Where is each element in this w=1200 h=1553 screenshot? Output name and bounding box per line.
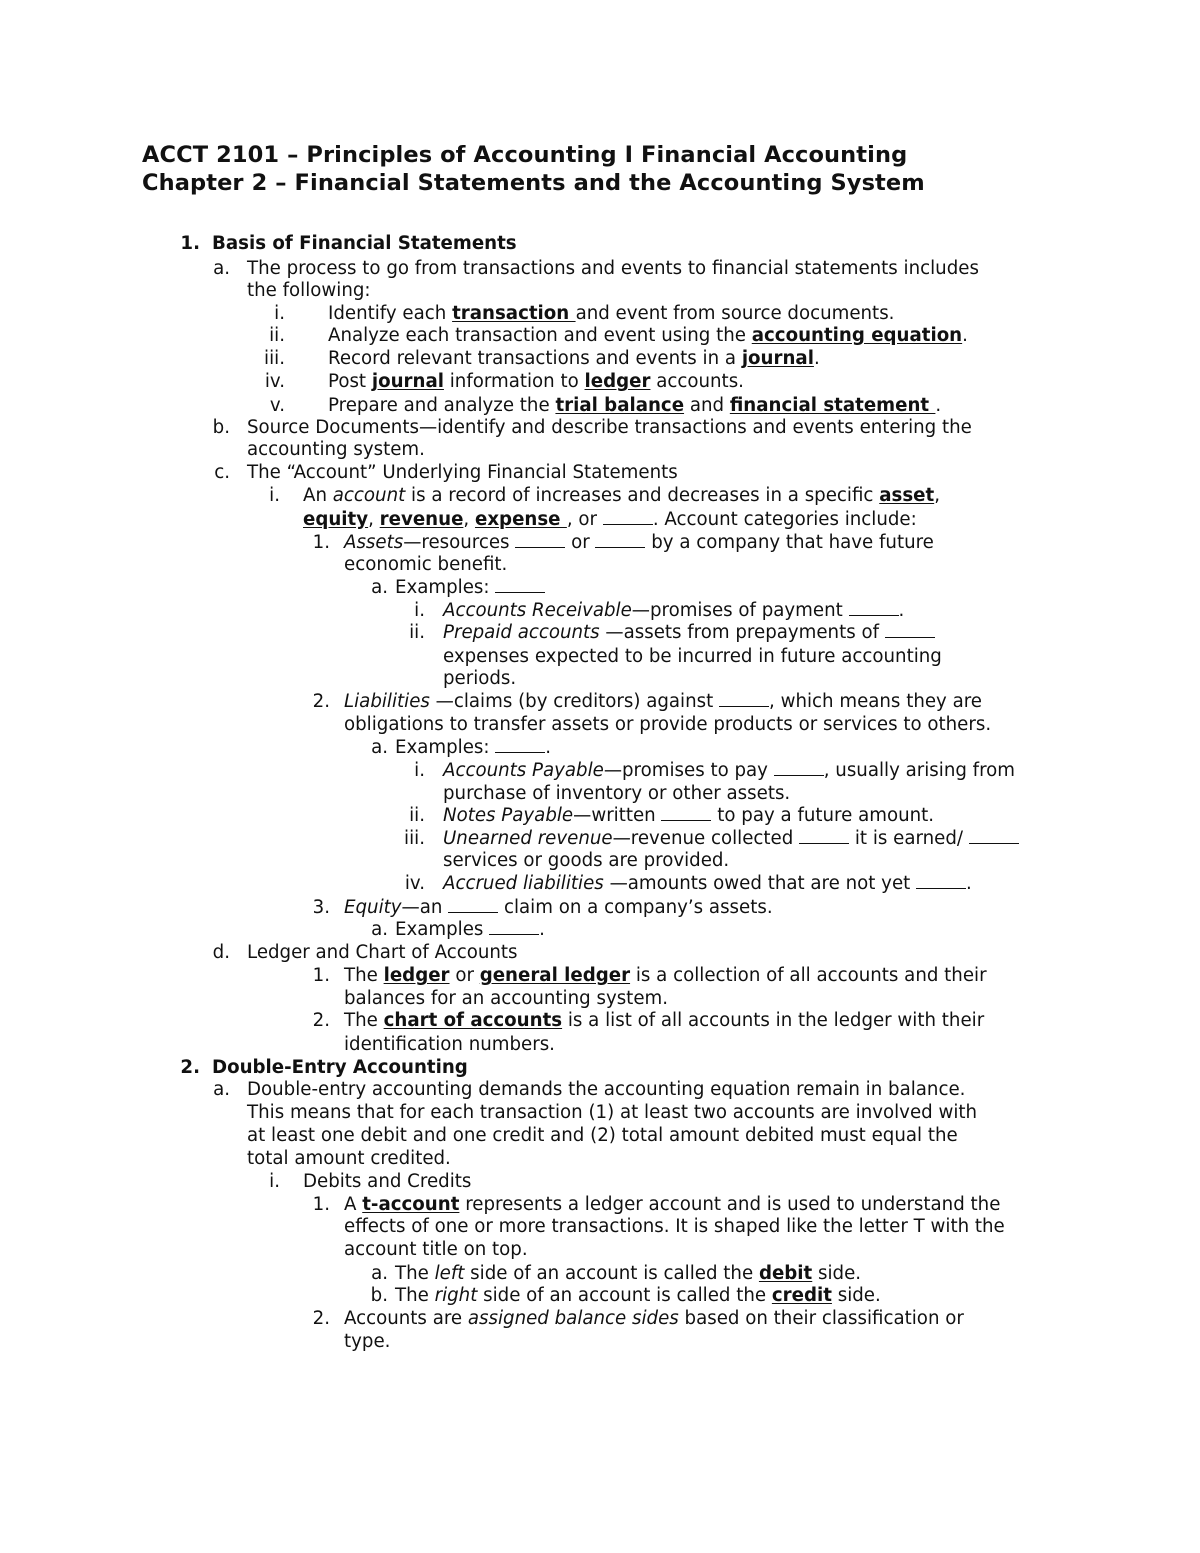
list-item: The left side of an account is called the debit side. [395, 1263, 862, 1284]
list-marker: i. [269, 1171, 280, 1192]
key-term: ledger [383, 965, 450, 986]
key-term: accounting equation [751, 325, 963, 346]
fill-blank [774, 761, 824, 776]
list-marker: iv. [264, 371, 285, 392]
list-item: Accounts are assigned balance sides based on their classification or [344, 1308, 964, 1329]
list-item-cont: obligations to transfer assets or provide products or services to others. [344, 714, 992, 735]
list-marker: 1. [180, 233, 200, 254]
key-term: revenue [379, 509, 464, 530]
list-item-cont: services or goods are provided. [443, 850, 730, 871]
fill-blank [849, 601, 899, 616]
list-item-cont: the following: [247, 280, 371, 301]
list-item: Identify each transaction and event from source documents. [328, 303, 895, 324]
list-marker: 1. [312, 965, 330, 986]
fill-blank [489, 920, 539, 935]
list-item: The “Account” Underlying Financial Statements [247, 462, 678, 483]
fill-blank [495, 738, 545, 753]
fill-blank [885, 623, 935, 638]
list-marker: ii. [409, 622, 425, 643]
list-marker: a. [371, 577, 388, 598]
list-item: Double-entry accounting demands the accounting equation remain in balance. [247, 1079, 966, 1100]
list-item: Examples: [395, 577, 545, 599]
fill-blank [515, 533, 565, 548]
key-term: credit [771, 1285, 832, 1306]
list-item-cont: total amount credited. [247, 1148, 451, 1169]
list-marker: c. [214, 462, 230, 483]
list-marker: ii. [269, 325, 285, 346]
list-item: Post journal information to ledger accounts. [328, 371, 744, 392]
list-item: Debits and Credits [303, 1171, 472, 1192]
key-term: trial balance [555, 395, 685, 416]
list-marker: v. [269, 395, 285, 416]
key-term: transaction [452, 303, 576, 324]
list-item: Assets—resources or by a company that have future [344, 532, 934, 553]
key-term: chart of accounts [383, 1010, 563, 1031]
doc-title: ACCT 2101 – Principles of Accounting I Financial Accounting [142, 142, 908, 168]
list-marker: a. [371, 1263, 388, 1284]
list-item: Examples . [395, 919, 545, 940]
list-item: The right side of an account is called the credit side. [395, 1285, 881, 1306]
list-item-cont: type. [344, 1331, 391, 1352]
list-item-cont: at least one debit and one credit and (2) total amount debited must equal the [247, 1125, 958, 1146]
list-marker: a. [371, 737, 388, 758]
list-item: Prepare and analyze the trial balance and financial statement . [328, 395, 942, 416]
list-marker: iv. [404, 873, 425, 894]
list-item-cont: account title on top. [344, 1239, 528, 1260]
list-marker: iii. [404, 828, 425, 849]
list-marker: d. [212, 942, 230, 963]
section-heading: Double-Entry Accounting [212, 1057, 468, 1078]
list-marker: 2. [312, 1308, 330, 1329]
doc-subtitle: Chapter 2 – Financial Statements and the Accounting System [142, 170, 925, 196]
list-item: Source Documents—identify and describe transactions and events entering the [247, 417, 972, 438]
list-item: The chart of accounts is a list of all accounts in the ledger with their [344, 1010, 985, 1031]
list-item: An account is a record of increases and decreases in a specific asset, [303, 485, 940, 506]
list-item: The process to go from transactions and events to financial statements includes [247, 258, 979, 279]
list-item-cont: accounting system. [247, 439, 425, 460]
key-term: equity [303, 509, 369, 530]
key-term: asset [879, 485, 935, 506]
list-marker: i. [414, 600, 425, 621]
list-marker: i. [414, 760, 425, 781]
list-item: Prepaid accounts —assets from prepayments of [443, 622, 935, 644]
list-item: Analyze each transaction and event using the accounting equation. [328, 325, 968, 346]
list-item: Liabilities —claims (by creditors) against , which means they are [344, 691, 982, 712]
list-marker: a. [371, 919, 388, 940]
section-heading: Basis of Financial Statements [212, 233, 517, 254]
list-marker: b. [212, 417, 230, 438]
fill-blank [448, 898, 498, 913]
list-item-cont: purchase of inventory or other assets. [443, 783, 791, 804]
fill-blank [595, 533, 645, 548]
list-item: Record relevant transactions and events in a journal. [328, 348, 820, 369]
fill-blank [495, 578, 545, 593]
key-term: expense [474, 509, 567, 530]
fill-blank [661, 806, 711, 821]
list-marker: 1. [312, 1194, 330, 1215]
list-marker: 2. [312, 691, 330, 712]
list-marker: 2. [180, 1057, 200, 1078]
list-item-cont: economic benefit. [344, 554, 508, 575]
list-marker: 2. [312, 1010, 330, 1031]
list-item-cont: effects of one or more transactions. It is shaped like the letter T with the [344, 1216, 1005, 1237]
list-item-cont: This means that for each transaction (1) at least two accounts are involved with [247, 1102, 978, 1123]
list-item-cont: expenses expected to be incurred in future accounting [443, 646, 942, 667]
fill-blank [719, 692, 769, 707]
fill-blank [969, 829, 1019, 844]
key-term: financial statement [729, 395, 936, 416]
list-item: Accrued liabilities —amounts owed that are not yet . [443, 873, 972, 894]
key-term: journal [741, 348, 814, 369]
list-item: Unearned revenue—revenue collected it is earned/ [443, 828, 1019, 850]
list-item: Ledger and Chart of Accounts [247, 942, 518, 963]
fill-blank [916, 874, 966, 889]
list-marker: 1. [312, 532, 330, 553]
list-item: A t-account represents a ledger account and is used to understand the [344, 1194, 1001, 1215]
list-item-cont: balances for an accounting system. [344, 988, 669, 1009]
list-marker: a. [213, 1079, 230, 1100]
key-term: journal [371, 371, 444, 392]
list-marker: i. [274, 303, 285, 324]
key-term: debit [758, 1263, 813, 1284]
list-marker: i. [269, 485, 280, 506]
list-marker: iii. [264, 348, 285, 369]
key-term: general ledger [479, 965, 631, 986]
list-item: Examples: . [395, 737, 552, 758]
list-marker: ii. [409, 805, 425, 826]
list-item: Accounts Receivable—promises of payment . [443, 600, 905, 621]
list-item: Accounts Payable—promises to pay , usually arising from [443, 760, 1016, 781]
list-item: Equity—an claim on a company’s assets. [344, 897, 773, 918]
key-term: t-account [362, 1194, 460, 1215]
fill-blank [799, 829, 849, 844]
list-item-cont: periods. [443, 668, 517, 689]
list-marker: b. [370, 1285, 388, 1306]
key-term: ledger [584, 371, 651, 392]
fill-blank [603, 510, 653, 525]
list-item-cont: equity, revenue, expense , or . Account categories include: [303, 509, 917, 530]
list-marker: a. [213, 258, 230, 279]
list-item-cont: identification numbers. [344, 1034, 555, 1055]
list-item: Notes Payable—written to pay a future amount. [443, 805, 935, 826]
list-marker: 3. [312, 897, 330, 918]
list-item: The ledger or general ledger is a collection of all accounts and their [344, 965, 987, 986]
